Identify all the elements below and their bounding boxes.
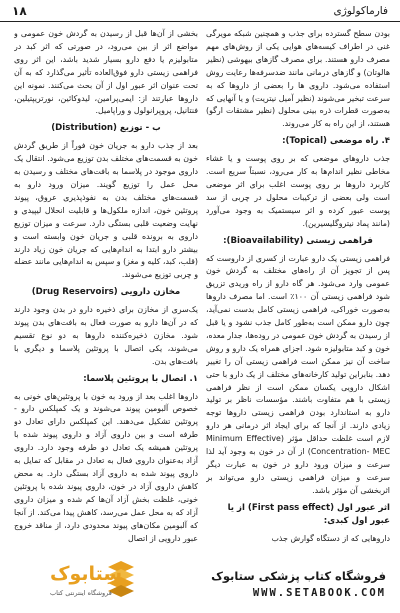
heading-distribution: ب - توزیع (Distribution) xyxy=(51,123,161,134)
logo-wordmark: سِتابوک xyxy=(50,563,123,585)
paragraph-first-pass: داروهایی که از دستگاه گوارش جذب xyxy=(271,533,390,543)
heading-drug-reservoirs: مخازن دارویی (Drug Reservoirs) xyxy=(31,287,181,298)
body-columns xyxy=(0,28,400,544)
paragraph-reservoirs: یک‌سری از مخازن برای ذخیره دارو در بدن وجود دارند که در آن‌ها دارو به صورت فعال به بافت‌های بدن پیوند شود. مخازن ذخیره‌کننده داروها به دو نوع تقسیم می‌شوند، یکی اتصال با پروتئین پلاسما و دیگری با بافت‌های بدن. xyxy=(14,305,198,366)
heading-topical: ۴. راه موضعی (Topical): xyxy=(282,136,390,147)
page-header xyxy=(0,0,400,22)
heading-first-pass: اثر عبور اول (First pass effect) از یا عبور اول کبدی: xyxy=(227,502,390,526)
logo-tagline: فروشگاه اینترنتی کتاب xyxy=(50,589,112,597)
paragraph-plasma-protein: داروها اغلب بعد از ورود به خون با پروتئین‌های خونی به خصوص آلبومین پیوند می‌شوند و یک کمپلکس دارو - پروتئین تشکیل می‌دهند. این کمپلکس دارای تعادل دو طرفه است و بین داروی آزاد و داروی پیوند شده با پروتئین همیشه یک تعادل دو طرفه وجود دارد. داروی آزاد به‌عنوان داروی فعال به تعادل در مقابل که تمایل به داروی پیوند شده به داروی آزاد بستگی دارد. به محض کاهش داروی آزاد در خون، داروی پیوند شده با پروتئین خونی، غلظت بخش آزاد آن‌ها کم شده و میزان داروی آزاد که به محل عمل می‌رسد، کاهش پیدا می‌کند. از آنجا که آلبومین مکان‌های پیوند محدودی دارد، از مناقد خروج عبور دارویی از اتصال xyxy=(14,391,198,543)
running-title: فارماکولوژی xyxy=(333,4,388,17)
paragraph-topical: جذب داروهای موضعی که بر روی پوست و یا غشاء مخاطی نظیر اندام‌ها به کار می‌رود، نسبتاً سریع است. کاربرد داروها بر روی پوست اغلب برای اثر موضعی است ولی بعضی از ترکیبات محلول در چربی از سد پوست عبور کرده و اثر سیستمیک به وجود می‌آورد (مانند پماد نیتروگلیسیرین). xyxy=(206,154,390,228)
paragraph-distribution: بعد از جذب دارو به جریان خون فوراً از طریق گردش خون به قسمت‌های مختلف بدن توزیع می‌شود. انتقال یک داروی موجود در پلاسما به بافت‌های مختلف و رسیدن به محل عمل را توزیع گویند. میزان ورود دارو به قسمت‌های مختلف بدن به نفوذپذیری عروق، پیوند پروتئین خون، اندازه ملکول‌ها و قابلیت انحلال لیپیدی و نهایت وضعیت قلبی بستگی دارد. سرعت و میزان توزیع داروی به برونده قلبی و جریان خون وابسته است و بیشتر دارو ابتدا به اندام‌هایی که جریان خون زیاد دارند (قلب، کبد، کلیه و مغز) و سپس به اندام‌هایی مانند عضله و چربی توزیع می‌شوند. xyxy=(14,141,198,280)
setabook-logo[interactable] xyxy=(16,559,136,603)
heading-bioavailability: فراهمی زیستی (Bioavailability): xyxy=(223,235,373,246)
paragraph-bioavailability: فراهمی زیستی یک دارو عبارت از کسری از داروست که پس از تجویز آن از راه‌های مختلف به گردش خون عمومی وارد می‌شود. هر گاه دارو از راه وریدی تزریق شود فراهمی زیستی آن ۱۰۰٪ است. اما مصرف داروها به‌صورت خوراکی، فراهمی زیستی کامل بدست نمی‌آید، چون دارو ممکن است به‌طور کامل جذب نشود و یا قبل از رسیدن به گردش خون عمومی در روده‌ها، جدار معده، خون و کبد متابولیزه شود. اجزای همراه یک دارو و روش ساخت آن نیز ممکن است فراهمی زیستی آن را تغییر دهد. بنابراین تولید کارخانه‌های مختلف از یک دارو با حتی اشکال دارویی یکسان ممکن است از نظر فراهمی زیستی با هم متفاوت باشند. مؤسسات ناظر بر تولید دارو به استاندارد بودن فراهمی زیستی داروها توجه زیادی دارند. از آنجا که برای ایجاد اثر درمانی هر دارو لازم است غلظت حداقل مؤثر (Minimum Effective Concentration- MEC) از آن در خون به وجود آید لذا سرعت و میزان ورود دارو در خون به عبارت دیگر سرعت و میزان فراهمی زیستی دارو می‌تواند بر اثربخشی آن مؤثر باشد. xyxy=(206,253,390,495)
left-column xyxy=(14,28,198,544)
heading-plasma-protein: ۱. اتصال با پروتئین پلاسما: xyxy=(83,373,198,384)
store-url-link[interactable]: WWW.SETABOOK.COM xyxy=(252,587,386,599)
store-name: فروشگاه کتاب پزشکی ستابوک xyxy=(211,569,386,583)
paragraph-first-pass-cont: بخشی از آن‌ها قبل از رسیدن به گردش خون عمومی و مواضع اثر از بین می‌رود، در صورتی که اثر کبد در متابولیزم یا دفع دارو بسیار شدید باشد، این اثر روی فراهمی زیستی دارو فوق‌العاده تأثیر می‌گذارد که به آن تحت عنوان اثر عبور اول از آن بحث می‌کنند. نمونه این داروها عبارتند از: ایمی‌پرامین، لیدوکائین، نورتریپتیلین، فنتانیل، پروپرانولول و وراپامیل. xyxy=(14,29,198,116)
page-number: ۱۸ xyxy=(12,3,27,18)
publisher-footer xyxy=(0,549,400,613)
right-column xyxy=(206,28,390,544)
paragraph-inhalation: بودن سطح گسترده برای جذب و همچنین شبکه مویرگی غنی در اطراف کیسه‌های هوایی یکی از روش‌های مهم مصرف دارو هستند. برای مصرف گازهای بیهوشی (نظیر هالوتان) و گازهای درمانی مانند ضدسرفه‌ها رعایت روش استفاده می‌شود. داروی ها را بعضی از داروها که به سرعت تبخیر می‌شوند (نظیر آمیل نیتریت) و یا آنهایی که به‌صورت قطرات ذره بینی محلول (نظیر مشتقات ارگو) هستند، از این راه به کار می‌روند. xyxy=(206,29,390,129)
